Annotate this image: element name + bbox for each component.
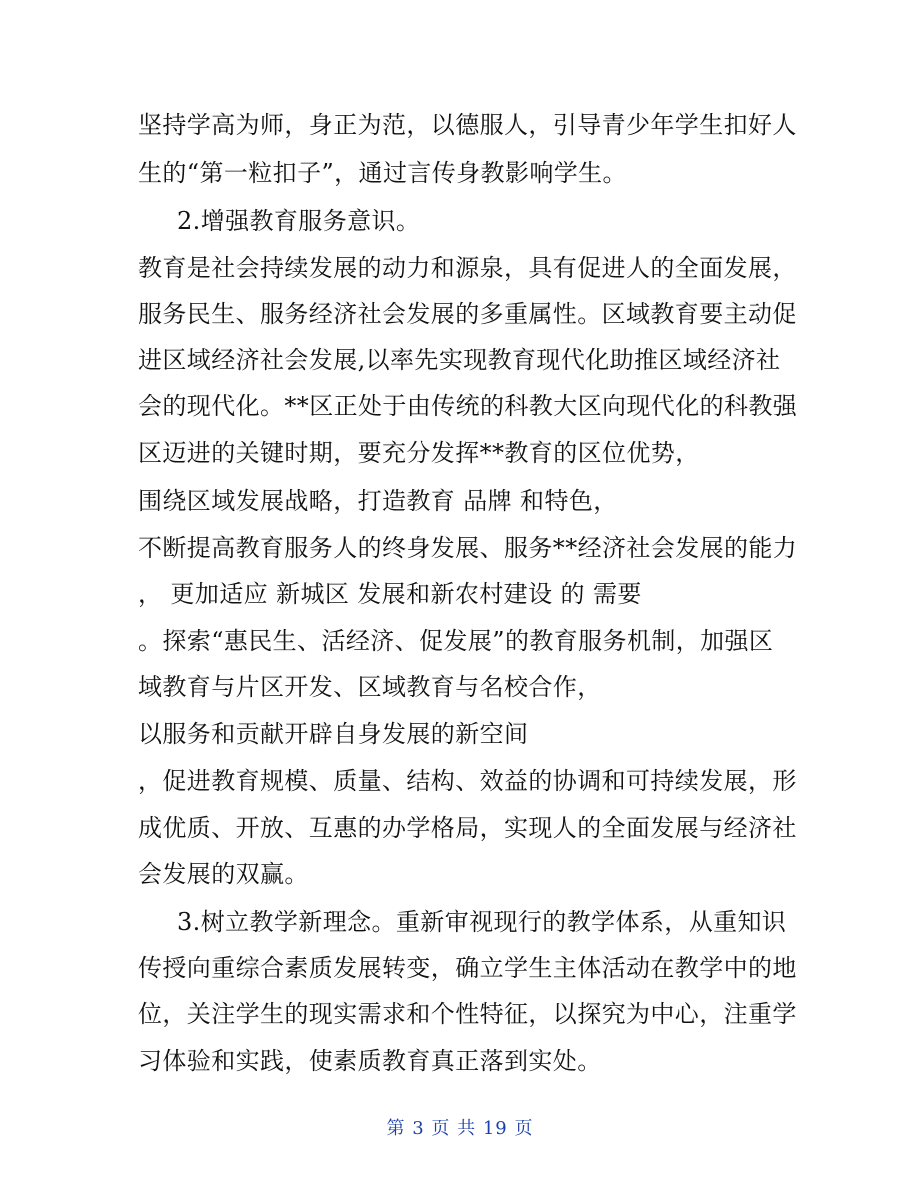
text-line: 会的现代化。**区正处于由传统的科教大区向现代化的科教强 (138, 392, 798, 420)
section-heading: 2.增强教育服务意识。 (177, 207, 421, 235)
text-line: 教育是社会持续发展的动力和源泉，具有促进人的全面发展， (138, 254, 797, 282)
text-line: 域教育与片区开发、区域教育与名校合作， (138, 673, 602, 701)
text-line: 坚持学高为师，身正为范，以德服人，引导青少年学生扣好人 (138, 111, 797, 139)
text-line: 区迈进的关键时期，要充分发挥**教育的区位优势， (138, 439, 700, 467)
text-line: 不断提高教育服务人的终身发展、服务**经济社会发展的能力 (138, 534, 798, 562)
text-line: 习体验和实践，使素质教育真正落到实处。 (138, 1047, 602, 1075)
text-line: 传授向重综合素质发展转变，确立学生主体活动在教学中的地 (138, 954, 797, 982)
text-line: 围绕区域发展战略，打造教育 品牌 和特色， (138, 487, 618, 515)
page-number: 第 3 页 共 19 页 (386, 1118, 534, 1139)
text-line: 成优质、开放、互惠的办学格局，实现人的全面发展与经济社 (138, 814, 797, 842)
text-line: 。探索“惠民生、活经济、促发展”的教育服务机制，加强区 (138, 627, 774, 655)
section-heading: 3.树立教学新理念。重新审视现行的教学体系，从重知识 (177, 908, 787, 936)
text-line: 进区域经济社会发展,以率先实现教育现代化助推区域经济社 (138, 346, 781, 374)
text-line: 生的“第一粒扣子”，通过言传身教影响学生。 (138, 159, 627, 187)
text-line: 会发展的双赢。 (138, 860, 309, 888)
text-line: ，促进教育规模、质量、结构、效益的协调和可持续发展，形 (138, 767, 797, 795)
text-line: 位，关注学生的现实需求和个性特征，以探究为中心，注重学 (138, 1000, 797, 1028)
text-line: 以服务和贡献开辟自身发展的新空间 (138, 720, 529, 748)
text-line: ， 更加适应 新城区 发展和新农村建设 的 需要 (138, 580, 642, 608)
text-line: 服务民生、服务经济社会发展的多重属性。区域教育要主动促 (138, 300, 797, 328)
